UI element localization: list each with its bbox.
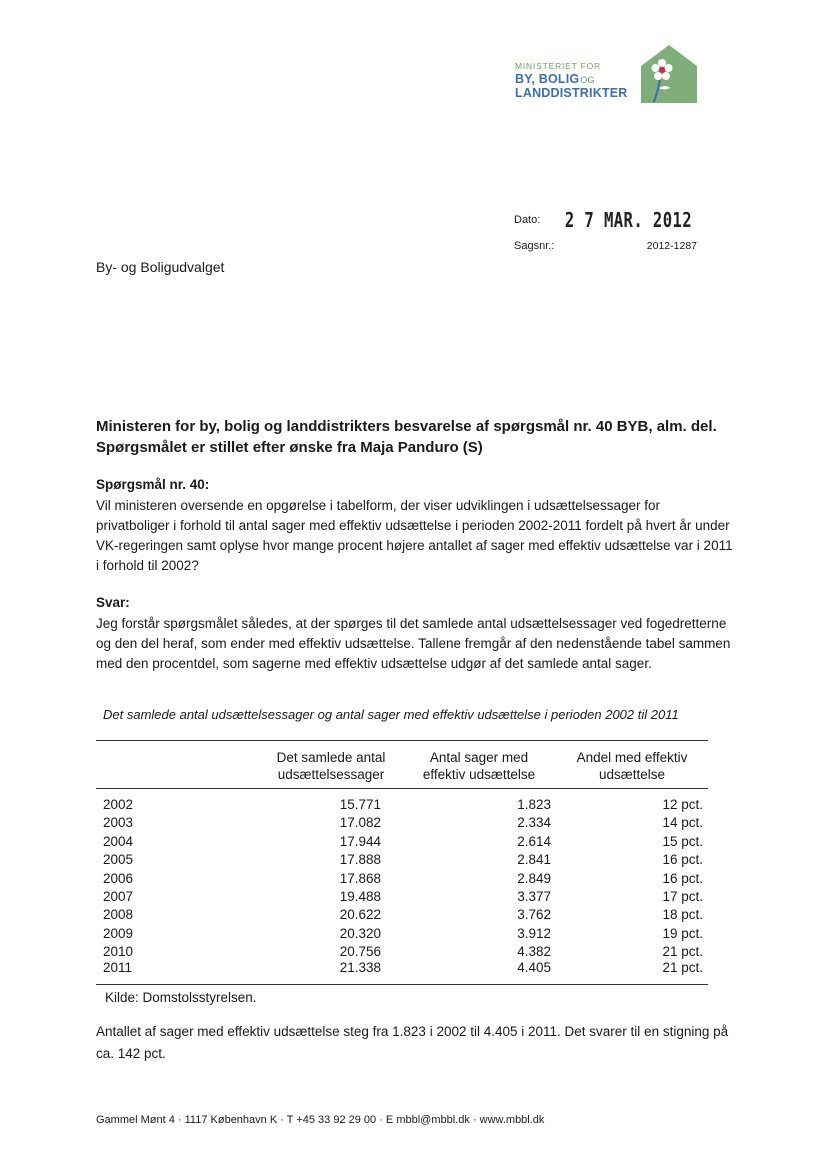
logo-wordmark [515,62,628,100]
question-heading: Spørgsmål nr. 40: [96,477,210,492]
question-text: Vil ministeren oversende en opgørelse i tabelform, der viser udviklingen i udsættelsessager for privatboliger i forhold til antal sager med effektiv udsættelse i perioden 2002-2011 fordelt på hvert år under VK-regeringen samt oplyse hvor mange procent højere antallet af sager med effektiv udsættelse var i 2011 i forhold til 2002? [96,498,733,573]
cell-total: 20.622 [339,907,381,922]
document-title: Ministeren for by, bolig og landdistrikters besvarelse af spørgsmål nr. 40 BYB, alm. del. Spørgsmålet er stillet efter ønske fra Maja Panduro (S) [96,418,717,456]
table-source: Kilde: Domstolsstyrelsen. [105,990,257,1005]
cell-year: 2007 [103,889,134,904]
cell-effective: 3.912 [517,926,551,941]
table-row [103,815,703,833]
cell-year: 2010 [103,944,134,959]
column-header-total-line1: Det samlede antal [276,750,386,765]
column-header-effective-line1: Antal sager med [429,750,529,765]
cell-total: 19.488 [339,889,381,904]
cell-effective: 2.334 [517,815,551,830]
cell-share: 19 pct. [662,926,703,941]
cell-total: 20.756 [339,944,381,959]
cell-share: 18 pct. [662,907,703,922]
logo-line-3: LANDDISTRIKTER [515,86,628,100]
cell-share: 21 pct. [662,960,703,975]
table-row [103,907,703,925]
table-row [103,889,703,907]
answer-text: Jeg forstår spørgsmålet således, at der spørges til det samlede antal udsættelsessager ved fogedretterne og den del heraf, som ender med effektiv udsættelse. Tallene fremgår af den nedenstående tabel sammen med den procentdel, som sagerne med effektiv udsættelse udgør af det samlede antal sager. [96,616,731,671]
column-header-effective [410,749,548,783]
table-row [103,797,703,815]
cell-effective: 4.405 [517,960,551,975]
table-row [103,852,703,870]
cell-effective: 2.841 [517,852,551,867]
column-header-share-line1: Andel med effektiv [576,750,688,765]
cell-total: 17.944 [339,834,381,849]
cell-share: 17 pct. [662,889,703,904]
table-caption: Det samlede antal udsættelsessager og antal sager med effektiv udsættelse i perioden 2002 til 2011 [103,707,679,722]
column-header-total-line2: udsættelsessager [277,767,385,782]
ministry-logo [512,44,700,106]
cell-year: 2003 [103,815,134,830]
cell-total: 21.338 [339,960,381,975]
cell-year: 2005 [103,852,134,867]
cell-year: 2002 [103,797,134,812]
column-header-share-line2: udsættelse [598,767,666,782]
cell-effective: 3.762 [517,907,551,922]
column-header-share [562,749,702,783]
logo-line-2-og: OG [580,74,595,85]
cell-share: 12 pct. [662,797,703,812]
case-label: Sagsnr.: [514,240,555,252]
cell-total: 20.320 [339,926,381,941]
recipient: By- og Boligudvalget [96,259,225,275]
logo-line-1: MINISTERIET FOR [515,61,601,71]
logo-line-2-main: BY, BOLIG [515,71,580,86]
cell-year: 2011 [103,960,133,975]
date-stamp: 2 7 MAR. 2012 [564,208,692,232]
table-row [103,871,703,889]
cell-share: 16 pct. [662,871,703,886]
cell-year: 2008 [103,907,134,922]
cell-year: 2009 [103,926,134,941]
cell-total: 17.082 [339,815,381,830]
cell-effective: 3.377 [517,889,551,904]
cell-share: 14 pct. [662,815,703,830]
house-flower-icon [640,44,698,104]
column-header-effective-line2: effektiv udsættelse [422,767,536,782]
table-row [103,960,703,978]
cell-effective: 2.849 [517,871,551,886]
case-number: 2012-1287 [646,240,697,252]
cell-effective: 2.614 [517,834,551,849]
cell-share: 15 pct. [662,834,703,849]
cell-share: 16 pct. [662,852,703,867]
table-row [103,926,703,944]
cell-total: 17.888 [339,852,381,867]
cell-share: 21 pct. [662,944,703,959]
column-header-total [260,749,402,783]
footer-address: Gammel Mønt 4 · 1117 København K · T +45 33 92 29 00 · E mbbl@mbbl.dk · www.mbbl.dk [96,1114,545,1126]
date-label: Dato: [514,214,541,226]
table-row [103,834,703,852]
table-bottom-rule [96,984,708,985]
cell-total: 17.868 [339,871,381,886]
cell-year: 2006 [103,871,134,886]
table-top-rule [96,740,708,741]
cell-year: 2004 [103,834,134,849]
answer-heading: Svar: [96,595,130,610]
conclusion-text: Antallet af sager med effektiv udsættelse steg fra 1.823 i 2002 til 4.405 i 2011. Det svarer til en stigning på ca. 142 pct. [96,1024,729,1061]
cell-total: 15.771 [339,797,381,812]
logo-line-2 [515,73,628,86]
table-header-rule [96,788,708,789]
cell-effective: 4.382 [517,944,551,959]
cell-effective: 1.823 [517,797,551,812]
